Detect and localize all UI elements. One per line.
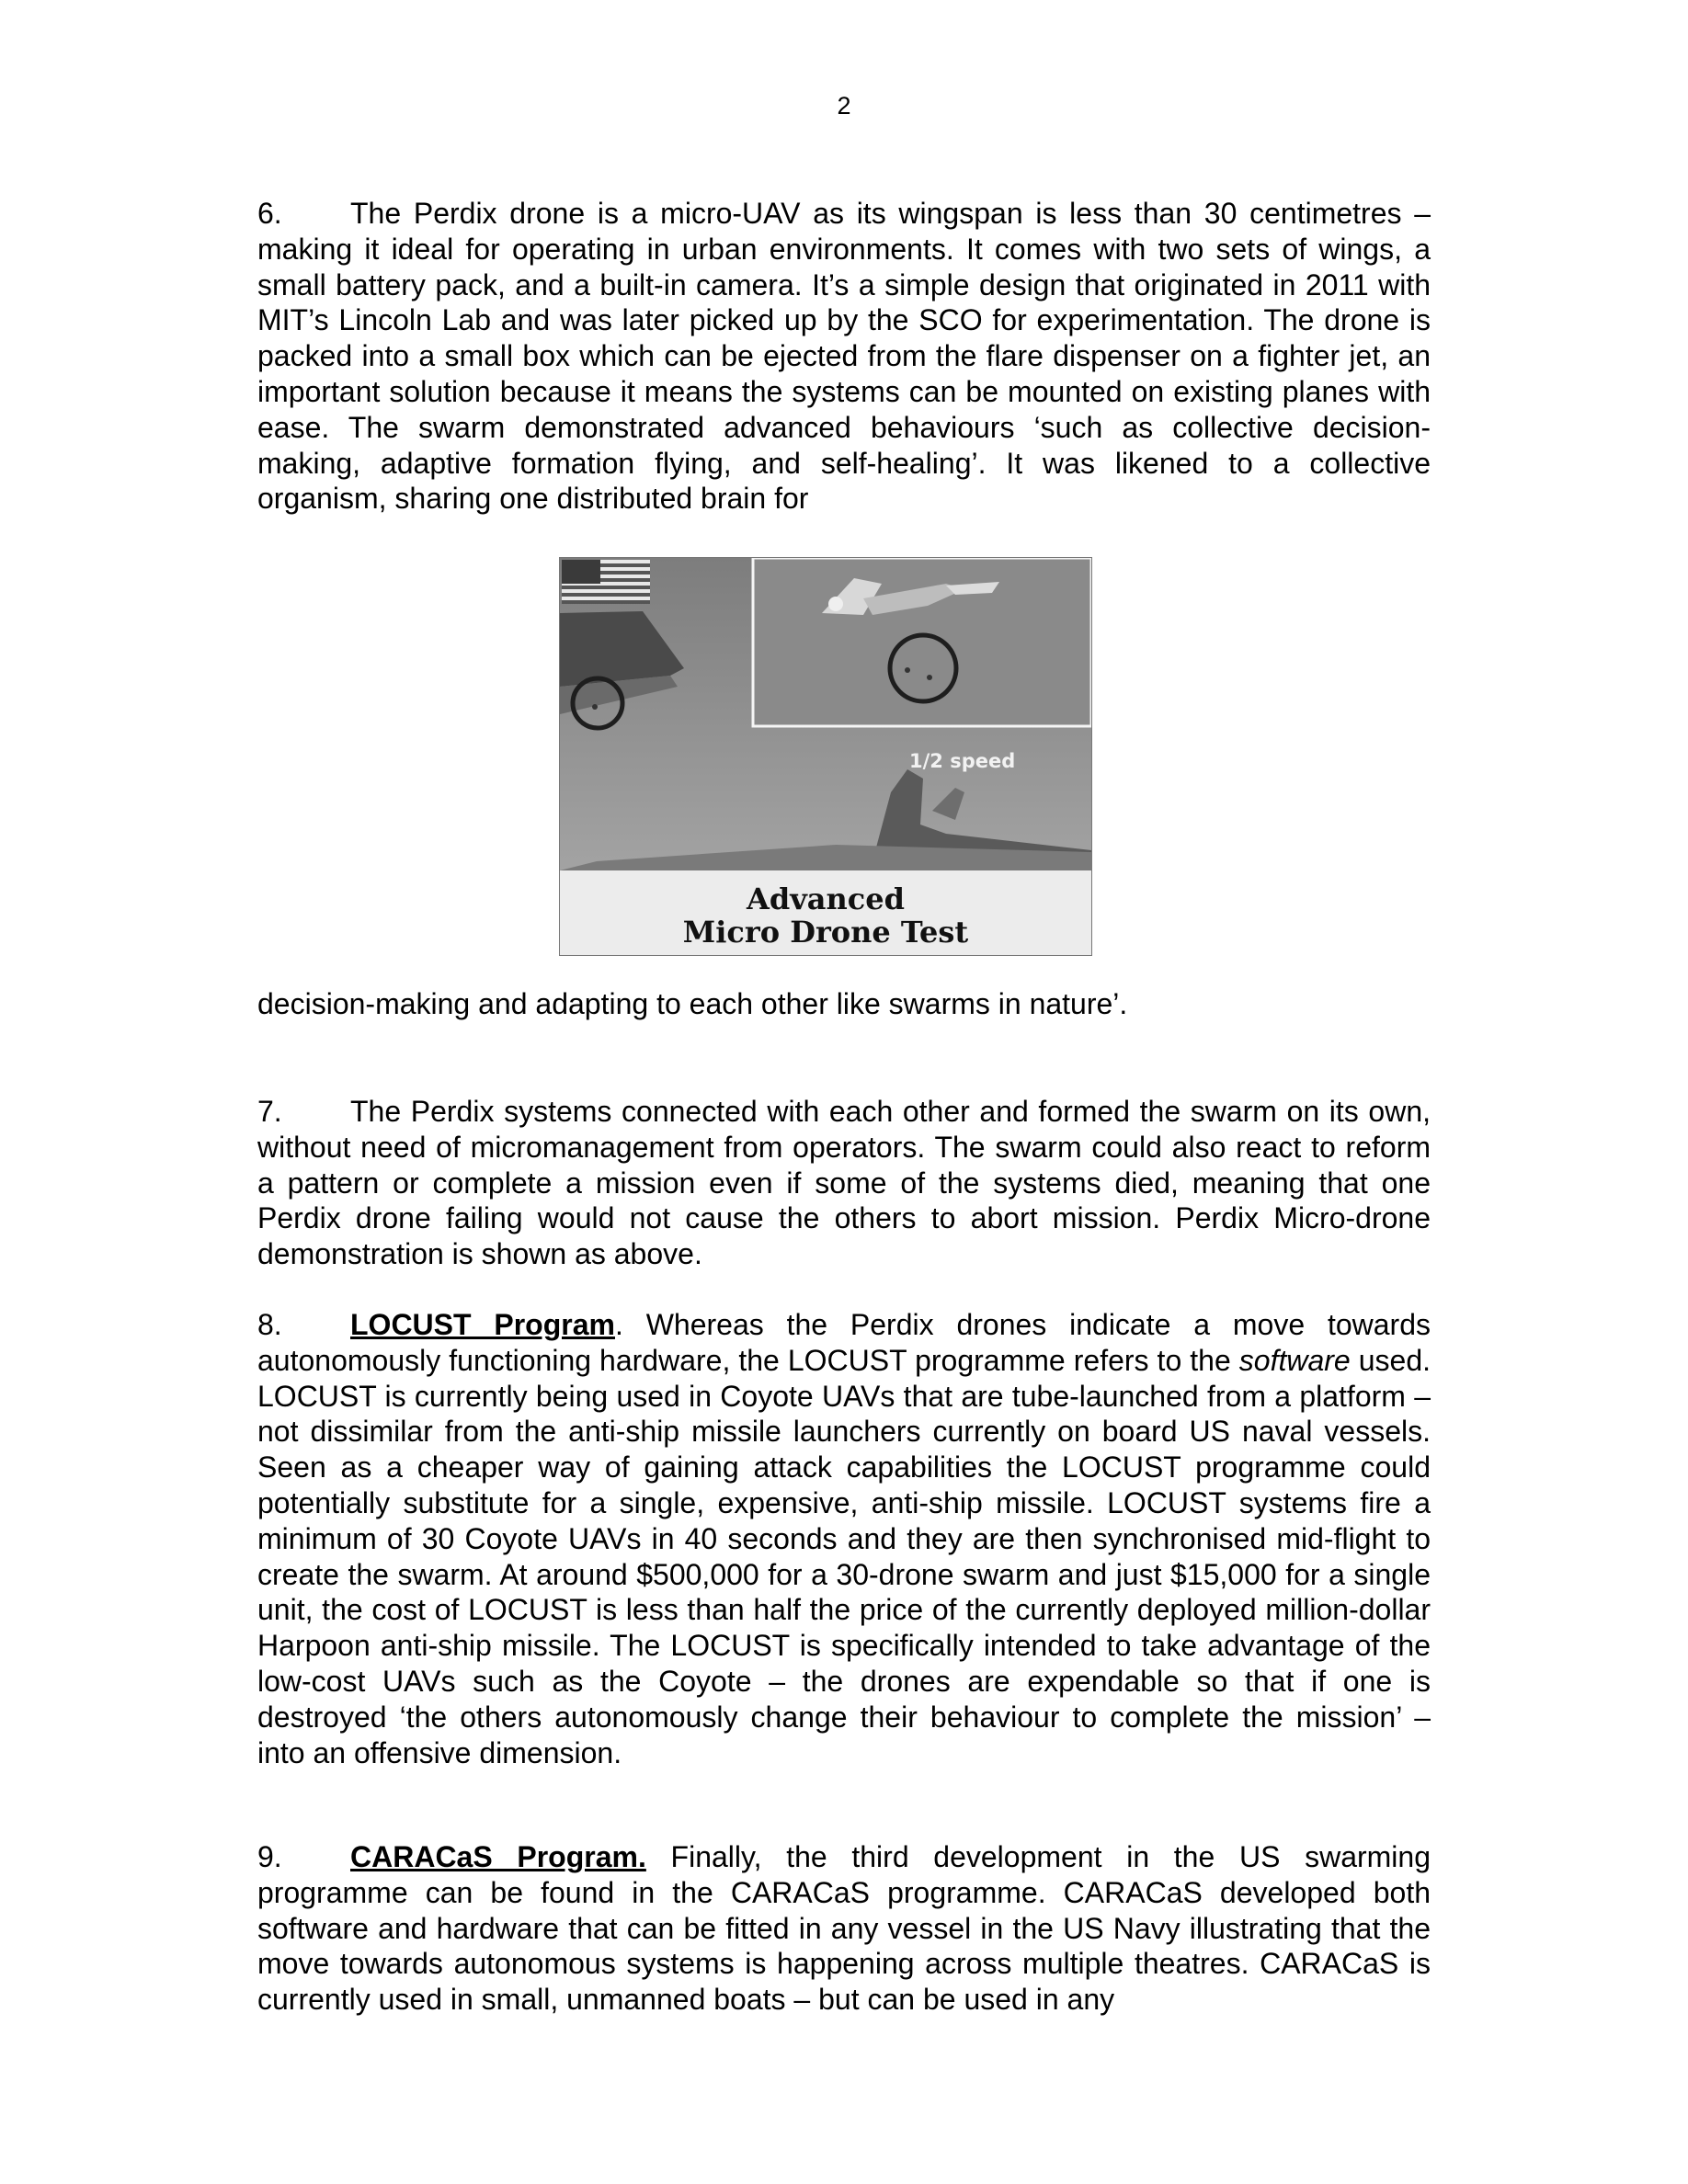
caption-line-1: Advanced bbox=[746, 882, 906, 916]
paragraph-text: The Perdix drone is a micro-UAV as its wingspan is less than 30 centimetres – making it ideal for operating in urban environments. It comes with two sets of wings, a small battery pack, and a built-in camera. It’s a simple design that originated in 2011 with MIT’s Lincoln Lab and was later picked up by the SCO for experimentation. The drone is packed into a small box which can be ejected from the flare dispenser on a fighter jet, an important solution because it means the systems can be mounted on existing planes with ease. The swarm demonstrated advanced behaviours ‘such as collective decision-making, adaptive formation flying, and self-healing’. It was likened to a collective organism, sharing one distributed brain for bbox=[257, 197, 1431, 516]
paragraph-8 bbox=[257, 1307, 1431, 1770]
emphasis-software: software bbox=[1238, 1343, 1351, 1377]
paragraph-6 bbox=[257, 196, 1431, 517]
paragraph-number: 8. bbox=[257, 1308, 282, 1341]
paragraph-number: 6. bbox=[257, 197, 282, 230]
paragraph-text: Finally, the third development in the US swarming programme can be found in the CARACaS programme. CARACaS developed both software and hardware that can be fitted in any vessel in the US Navy illustrating that the move towards autonomous systems is happening across multiple theatres. CARACaS is currently used in small, unmanned boats – but can be used in any bbox=[257, 1840, 1431, 2017]
paragraph-6-continuation: decision-making and adapting to each other like swarms in nature’. bbox=[257, 987, 1128, 1020]
section-title-locust: LOCUST Program bbox=[350, 1308, 615, 1341]
paragraph-7 bbox=[257, 1094, 1431, 1272]
paragraph-number: 9. bbox=[257, 1840, 282, 1873]
drone-test-image bbox=[559, 557, 1092, 956]
us-flag-icon bbox=[562, 560, 650, 604]
paragraph-text-a: . Whereas the Perdix drones indicate a move towards autonomously functioning hardware, the LOCUST programme refers to the bbox=[257, 1308, 1431, 1377]
speed-label: 1/2 speed bbox=[909, 750, 1016, 772]
paragraph-text: The Perdix systems connected with each other and formed the swarm on its own, without need of micromanagement from operators. The swarm could also react to reform a pattern or complete a mission even if some of the systems died, meaning that one Perdix drone failing would not cause the others to abort mission. Perdix Micro-drone demonstration is shown as above. bbox=[257, 1095, 1431, 1271]
paragraph-9 bbox=[257, 1839, 1431, 2018]
paragraph-text-b: used. LOCUST is currently being used in Coyote UAVs that are tube-launched from a platform – not dissimilar from the anti-ship missile launchers currently on board US naval vessels. Seen as a cheaper way of gaining attack capabilities the LOCUST programme could potentially substitute for a single, expensive, anti-ship missile. LOCUST systems fire a minimum of 30 Coyote UAVs in 40 seconds and they are then synchronised mid-flight to create the swarm. At around $500,000 for a 30-drone swarm and just $15,000 for a single unit, the cost of LOCUST is less than half the price of the currently deployed million-dollar Harpoon anti-ship missile. The LOCUST is specifically intended to take advantage of the low-cost UAVs such as the Coyote – the drones are expendable so that if one is destroyed ‘the others autonomously change their behaviour to complete the mission’ – into an offensive dimension. bbox=[257, 1343, 1431, 1769]
caption-line-2: Micro Drone Test bbox=[682, 915, 969, 950]
paragraph-number: 7. bbox=[257, 1095, 282, 1128]
section-title-caracas: CARACaS Program. bbox=[350, 1840, 646, 1873]
page-number: 2 bbox=[837, 92, 851, 119]
